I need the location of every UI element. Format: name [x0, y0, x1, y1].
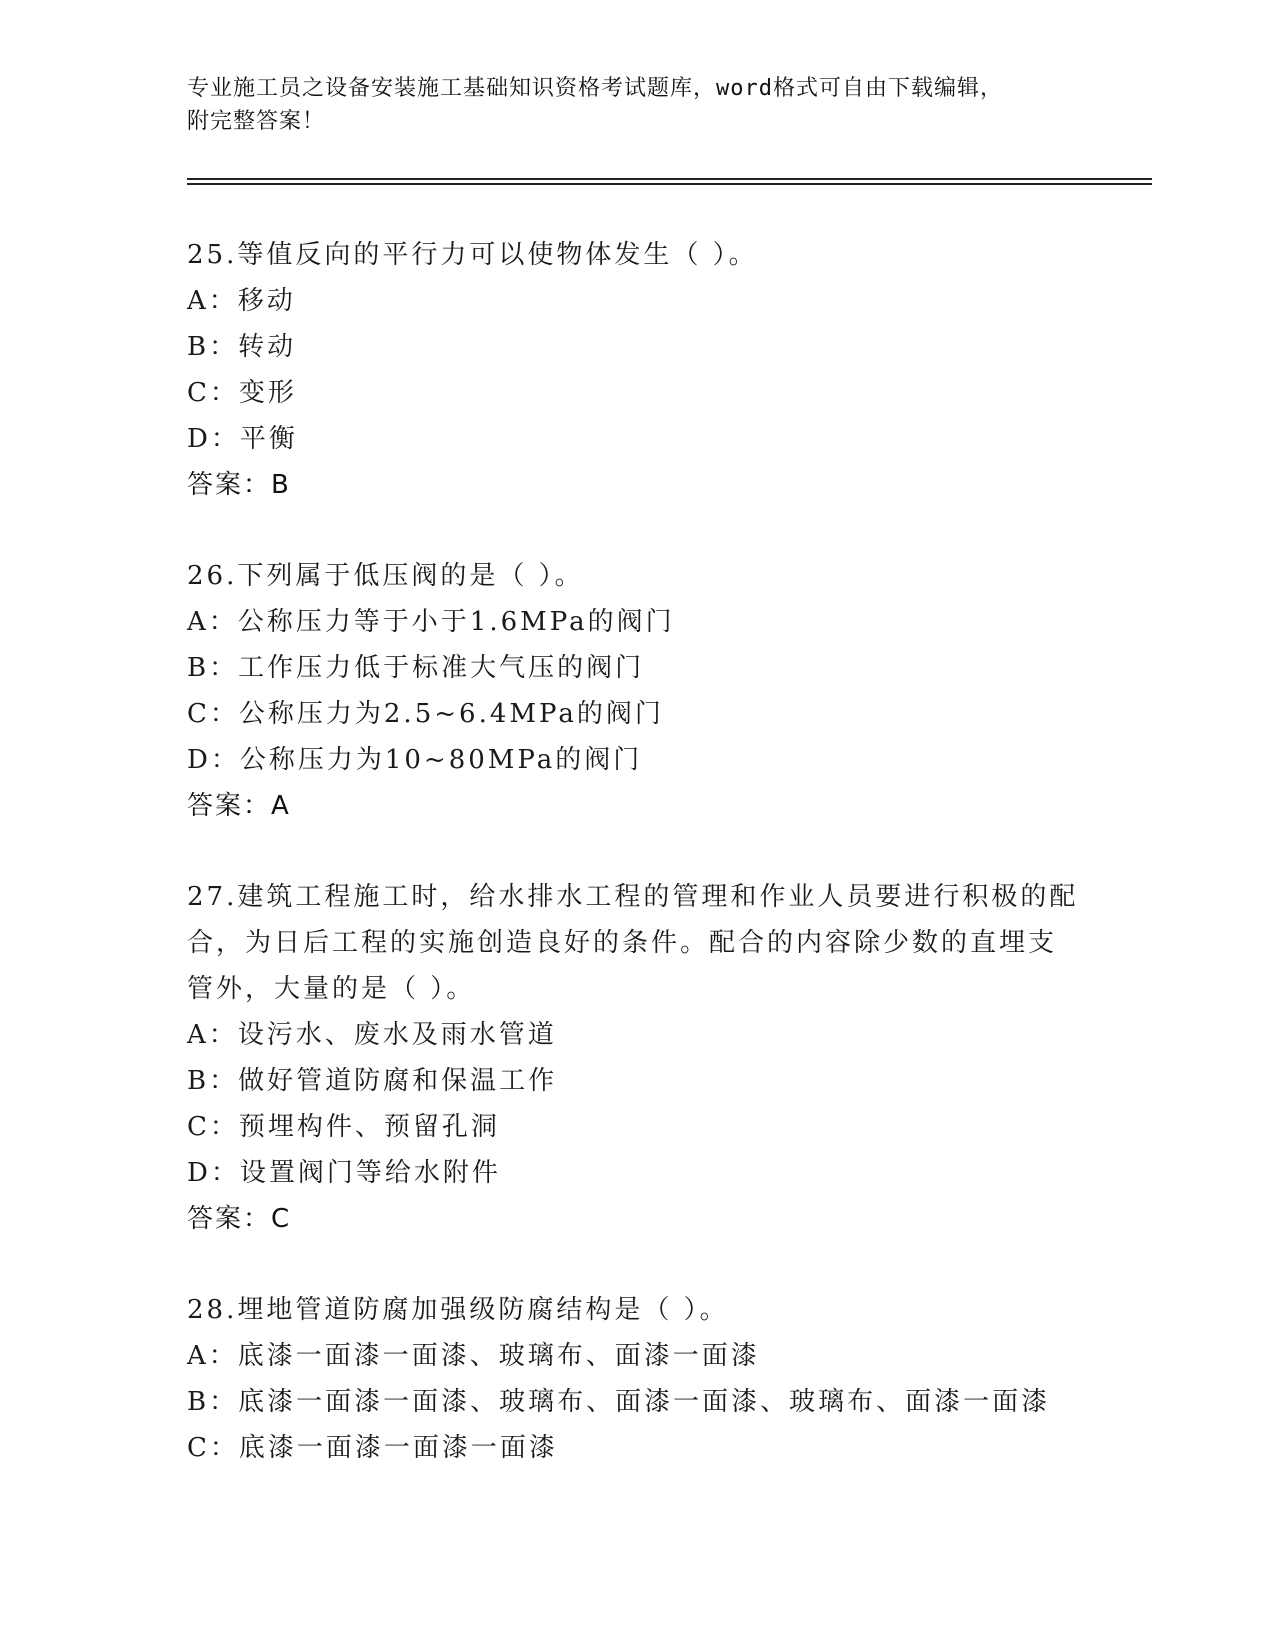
header-divider-top [187, 178, 1152, 180]
question-stem-line: 27.建筑工程施工时，给水排水工程的管理和作业人员要进行积极的配 [187, 882, 1079, 912]
question-26 [187, 553, 1117, 829]
option-a: A：设污水、废水及雨水管道 [187, 1020, 557, 1050]
question-28 [187, 1287, 1117, 1471]
option-b: B：工作压力低于标准大气压的阀门 [187, 653, 645, 683]
option-d: D：设置阀门等给水附件 [187, 1158, 501, 1188]
question-27 [187, 874, 1117, 1242]
question-stem [187, 874, 1117, 1012]
question-25 [187, 232, 1117, 508]
question-stem-line: 合，为日后工程的实施创造良好的条件。配合的内容除少数的直埋支 [187, 928, 1058, 958]
option-a: A：移动 [187, 286, 296, 316]
question-stem [187, 232, 1117, 278]
question-stem [187, 553, 1117, 599]
option-c: C：预埋构件、预留孔洞 [187, 1112, 500, 1142]
question-stem-line: 28.埋地管道防腐加强级防腐结构是（ ）。 [187, 1295, 729, 1325]
header-line-1: 专业施工员之设备安装施工基础知识资格考试题库，word格式可自由下载编辑， [187, 76, 1003, 101]
option-b: B：转动 [187, 332, 297, 362]
option-b: B：做好管道防腐和保温工作 [187, 1066, 558, 1096]
document-header [187, 72, 1087, 138]
option-b: B：底漆一面漆一面漆、玻璃布、面漆一面漆、玻璃布、面漆一面漆 [187, 1387, 1051, 1417]
header-divider-bottom [187, 183, 1152, 185]
option-d: D：平衡 [187, 424, 298, 454]
option-c: C：公称压力为2.5~6.4MPa的阀门 [187, 699, 664, 729]
option-d: D：公称压力为10~80MPa的阀门 [187, 745, 643, 775]
option-c: C：底漆一面漆一面漆一面漆 [187, 1433, 558, 1463]
question-stem-line: 26.下列属于低压阀的是（ ）。 [187, 561, 584, 591]
question-stem-line: 25.等值反向的平行力可以使物体发生（ ）。 [187, 240, 758, 270]
option-a: A：底漆一面漆一面漆、玻璃布、面漆一面漆 [187, 1341, 760, 1371]
option-a: A：公称压力等于小于1.6MPa的阀门 [187, 607, 675, 637]
answer-label: 答案：C [187, 1204, 292, 1234]
question-stem-line: 管外，大量的是（ ）。 [187, 974, 476, 1004]
answer-label: 答案：B [187, 470, 291, 500]
header-line-2: 附完整答案！ [187, 109, 326, 134]
answer-label: 答案：A [187, 791, 291, 821]
question-list [187, 232, 1117, 1516]
question-stem [187, 1287, 1117, 1333]
option-c: C：变形 [187, 378, 297, 408]
